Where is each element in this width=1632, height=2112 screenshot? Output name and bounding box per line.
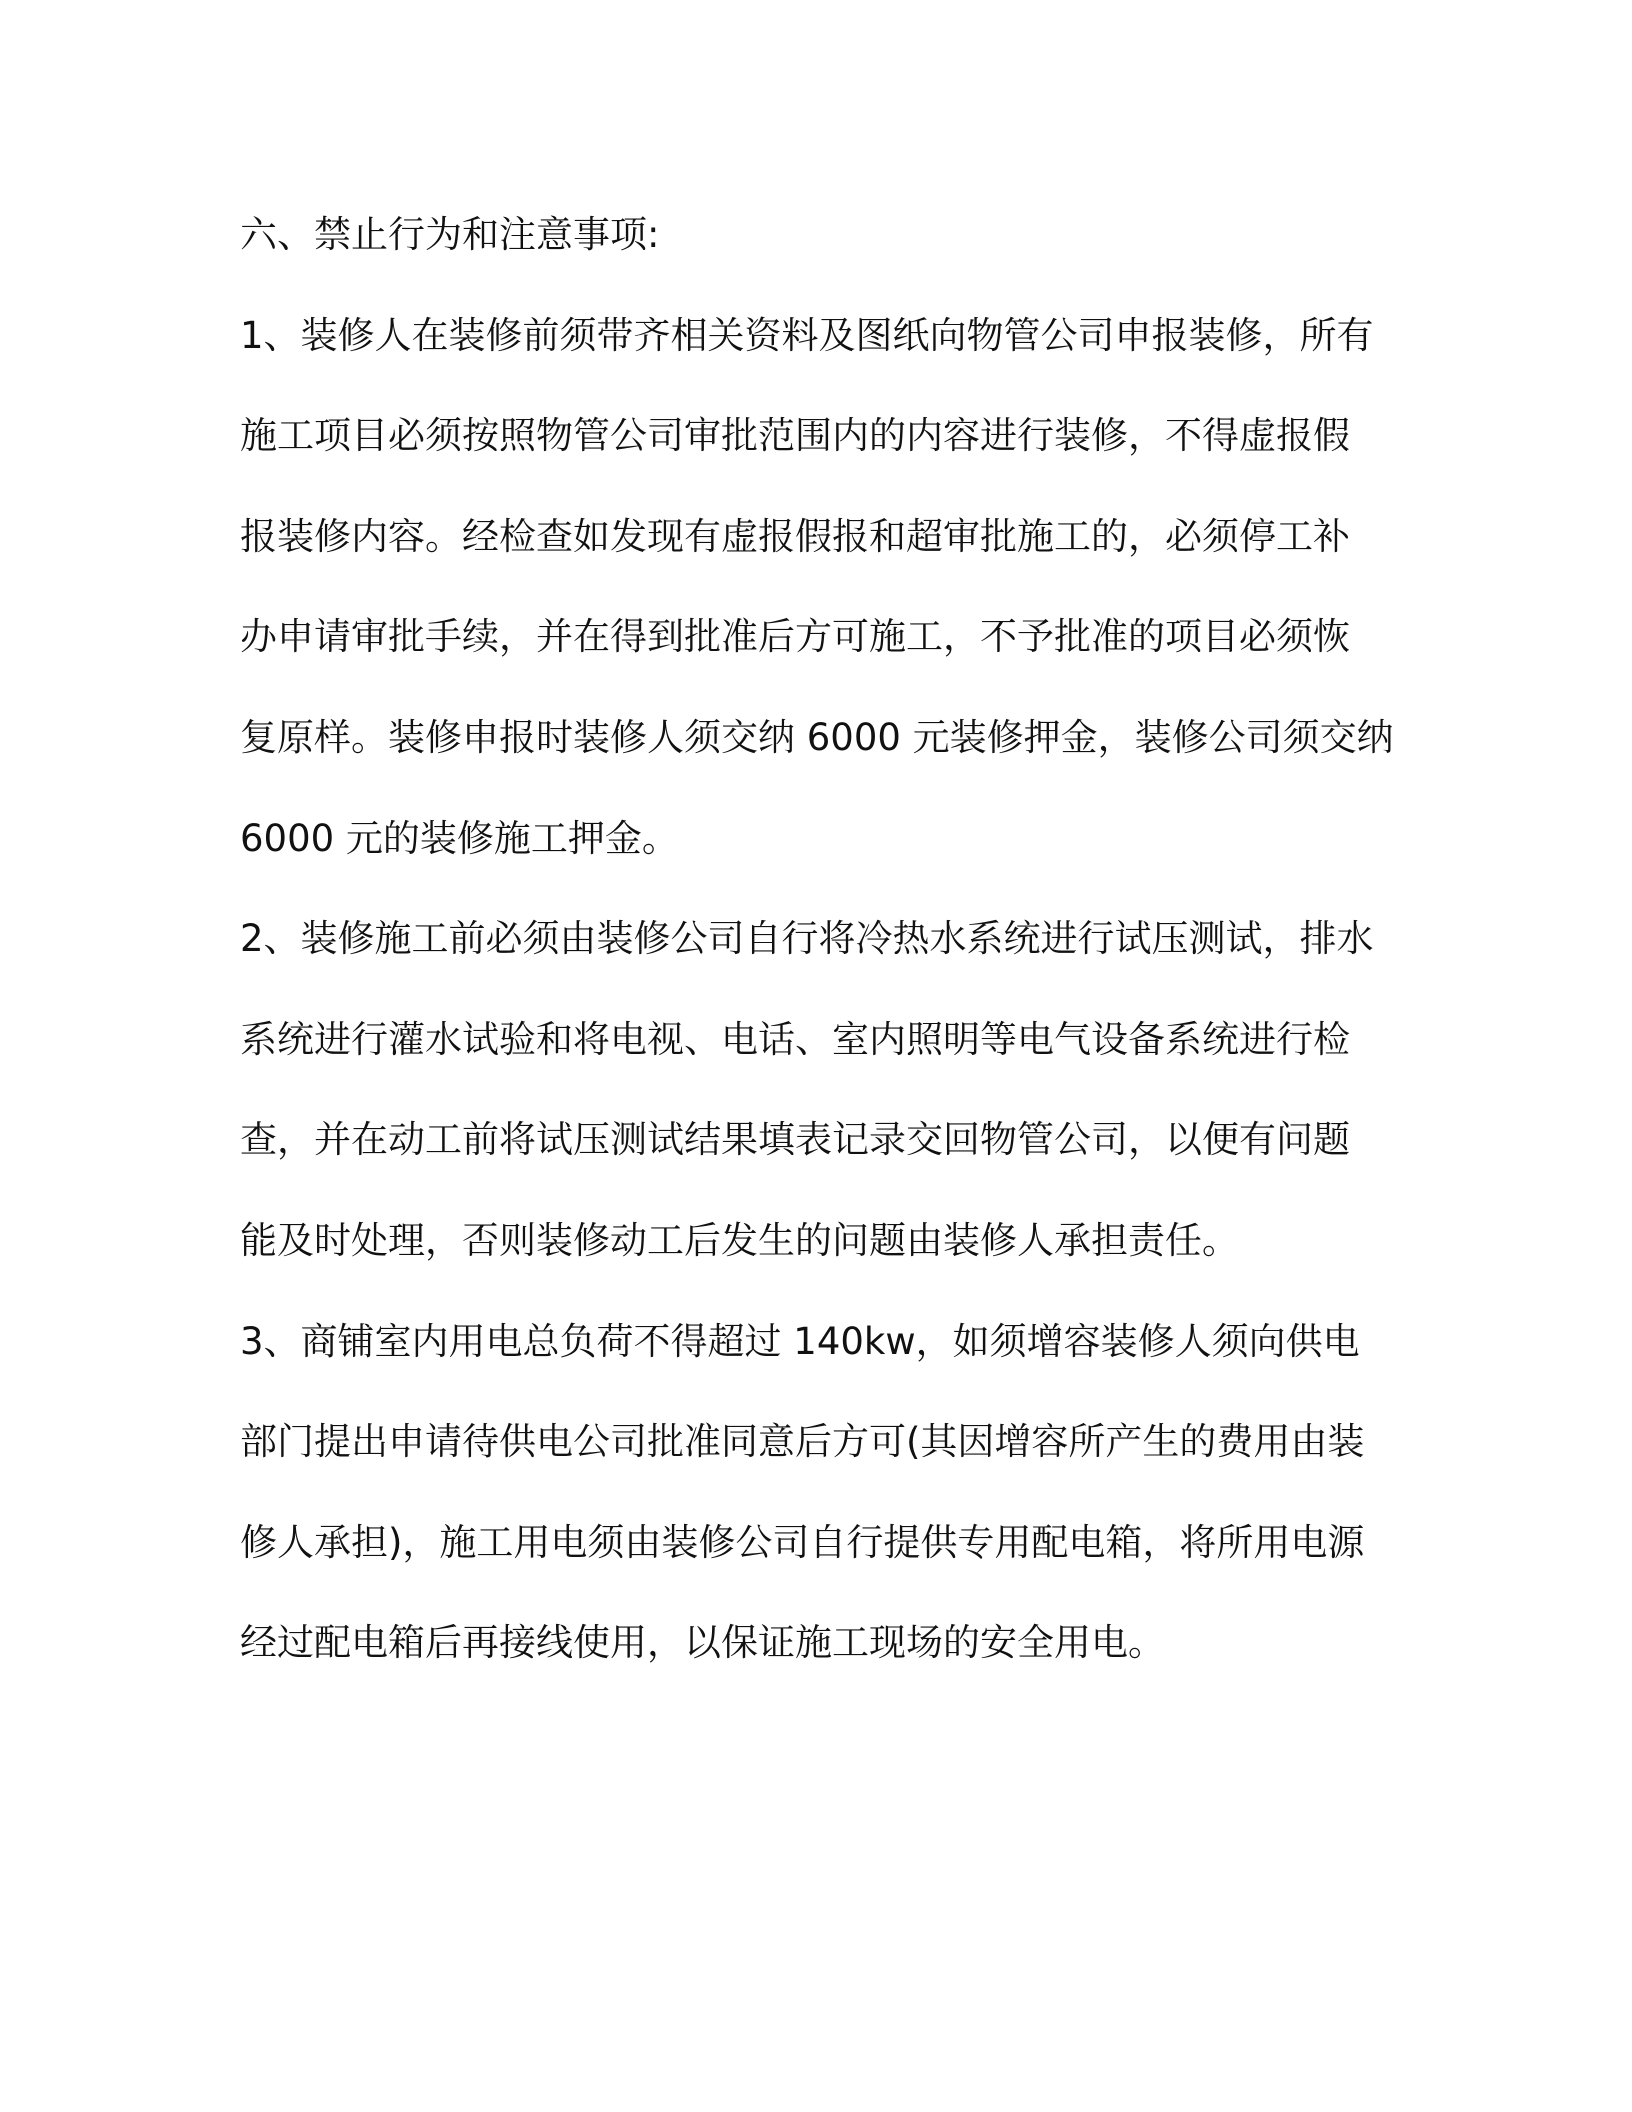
text-line: 2、装修施工前必须由装修公司自行将冷热水系统进行试压测试，排水 <box>240 917 1374 961</box>
document-body <box>240 185 1400 1694</box>
text-line: 3、商铺室内用电总负荷不得超过 140kw，如须增容装修人须向供电 <box>240 1319 1360 1363</box>
text-line: 1、装修人在装修前须带齐相关资料及图纸向物管公司申报装修，所有 <box>240 313 1374 357</box>
text-line: 能及时处理，否则装修动工后发生的问题由装修人承担责任。 <box>240 1218 1239 1262</box>
text-line: 系统进行灌水试验和将电视、电话、室内照明等电气设备系统进行检 <box>240 1017 1350 1061</box>
text-line: 办申请审批手续，并在得到批准后方可施工，不予批准的项目必须恢 <box>240 615 1350 659</box>
text-line: 修人承担)，施工用电须由装修公司自行提供专用配电箱，将所用电源 <box>240 1520 1365 1564</box>
text-line: 6000 元的装修施工押金。 <box>240 816 679 860</box>
text-line: 报装修内容。经检查如发现有虚报假报和超审批施工的，必须停工补 <box>240 514 1350 558</box>
text-line: 施工项目必须按照物管公司审批范围内的内容进行装修，不得虚报假 <box>240 414 1350 458</box>
section-heading: 六、禁止行为和注意事项: <box>240 213 660 256</box>
text-line: 查，并在动工前将试压测试结果填表记录交回物管公司，以便有问题 <box>240 1118 1350 1162</box>
text-line: 复原样。装修申报时装修人须交纳 6000 元装修押金，装修公司须交纳 <box>240 715 1394 759</box>
text-line: 经过配电箱后再接线使用，以保证施工现场的安全用电。 <box>240 1621 1165 1665</box>
text-line: 部门提出申请待供电公司批准同意后方可(其因增容所产生的费用由装 <box>240 1420 1365 1464</box>
